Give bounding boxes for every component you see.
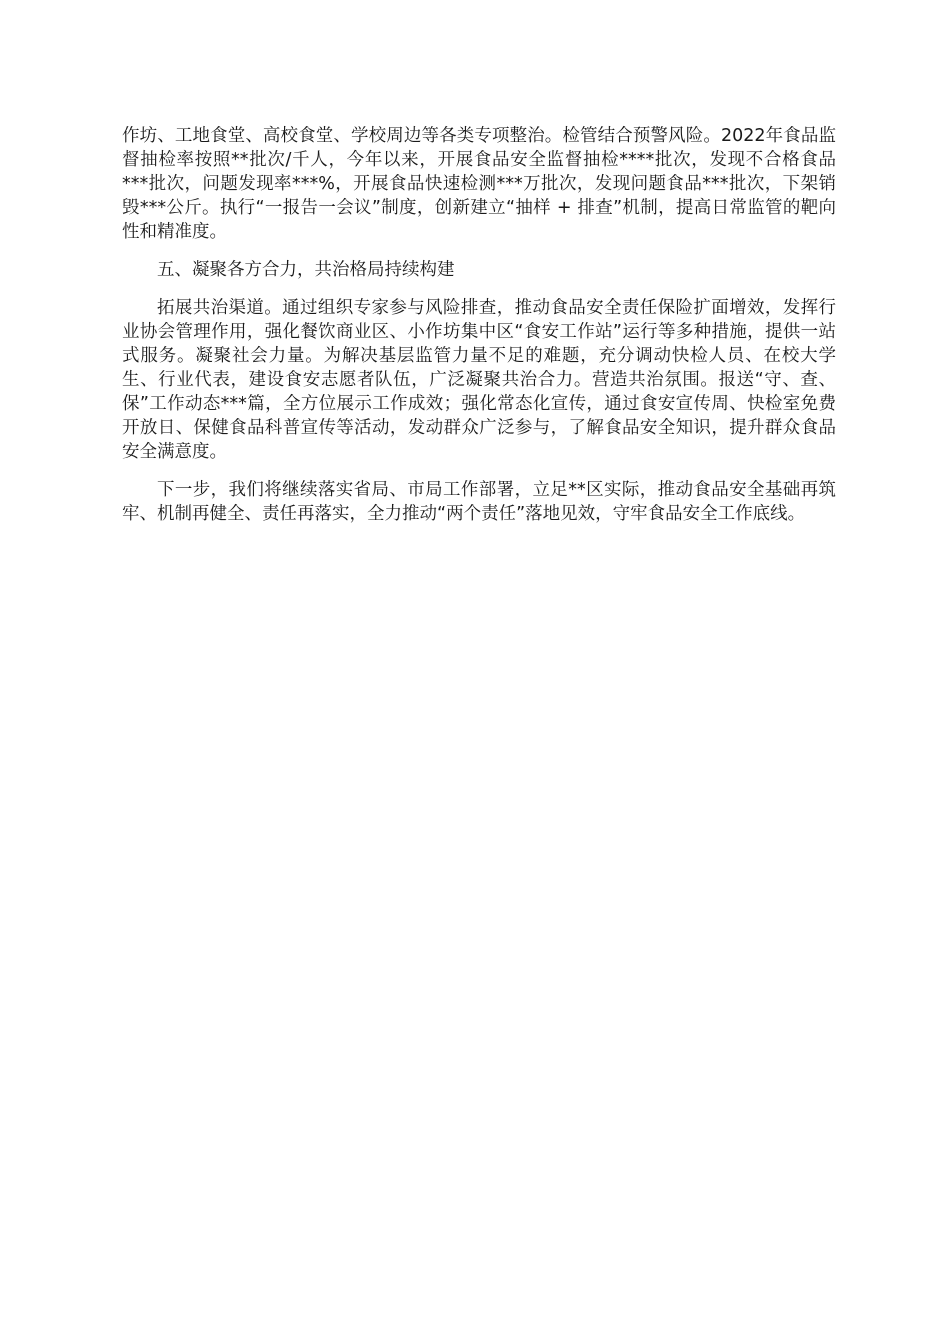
- section-heading-five: 五、凝聚各方合力，共治格局持续构建: [157, 260, 455, 280]
- document-body: [122, 124, 836, 540]
- paragraph-co-governance: 拓展共治渠道。通过组织专家参与风险排查，推动食品安全责任保险扩面增效，发挥行业协会管理作用，强化餐饮商业区、小作坊集中区“食安工作站”运行等多种措施，提供一站式服务。凝聚社会力量。为解决基层监管力量不足的难题，充分调动快检人员、在校大学生、行业代表，建设食安志愿者队伍，广泛凝聚共治合力。营造共治氛围。报送“守、查、保”工作动态***篇，全方位展示工作成效；强化常态化宣传，通过食安宣传周、快检室免费开放日、保健食品科普宣传等活动，发动群众广泛参与，了解食品安全知识，提升群众食品安全满意度。: [122, 298, 836, 462]
- paragraph-next-steps: 下一步，我们将继续落实省局、市局工作部署，立足**区实际，推动食品安全基础再筑牢、机制再健全、责任再落实，全力推动“两个责任”落地见效，守牢食品安全工作底线。: [122, 480, 836, 524]
- paragraph-special-rectification: 作坊、工地食堂、高校食堂、学校周边等各类专项整治。检管结合预警风险。2022年食品监督抽检率按照**批次/千人，今年以来，开展食品安全监督抽检****批次，发现不合格食品***批次，问题发现率***%，开展食品快速检测***万批次，发现问题食品***批次，下架销毁***公斤。执行“一报告一会议”制度，创新建立“抽样 + 排查”机制，提高日常监管的靶向性和精准度。: [122, 126, 836, 242]
